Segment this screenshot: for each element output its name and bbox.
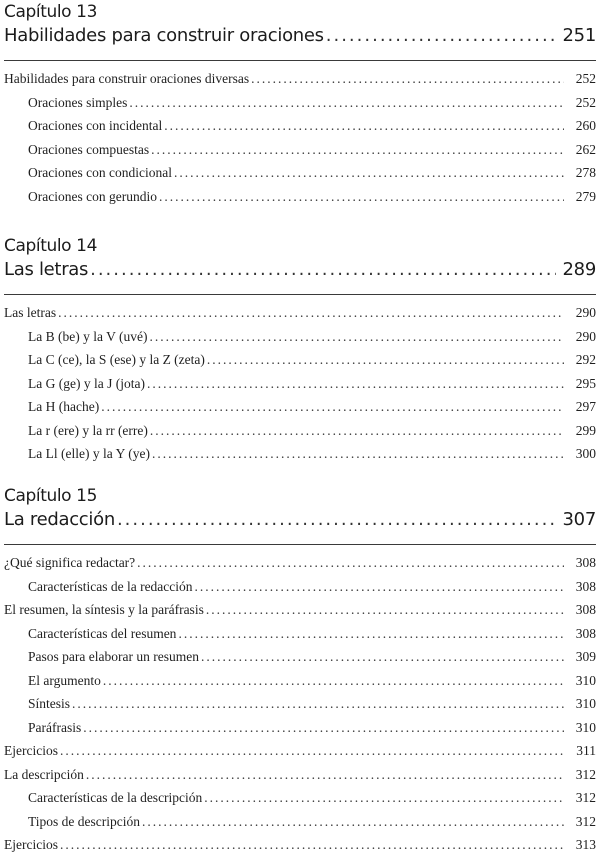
page-number: 278 [575, 165, 596, 180]
leader-dots [137, 551, 564, 575]
leader-dots [204, 786, 564, 810]
entry-title: Tipos de descripción [28, 813, 140, 829]
entry-title: La B (be) y la V (uvé) [28, 328, 148, 344]
page-number: 290 [575, 328, 596, 344]
page-number: 299 [575, 422, 596, 438]
toc-entry[interactable] [4, 833, 596, 857]
leader-dots [174, 161, 564, 185]
chapter-title-entry[interactable] [4, 258, 596, 282]
chapter-title: La redacción [4, 509, 115, 530]
leader-dots [147, 372, 564, 396]
entry-title: Oraciones simples [28, 94, 128, 110]
page-number: 312 [575, 790, 596, 805]
toc-subentry[interactable] [4, 786, 596, 810]
page-number: 308 [575, 602, 596, 617]
page-number: 310 [575, 672, 596, 688]
page-number: 309 [575, 649, 596, 664]
toc-subentry[interactable] [4, 138, 596, 162]
entry-title: El resumen, la síntesis y la paráfrasis [4, 602, 204, 617]
leader-dots [101, 395, 564, 419]
leader-dots [149, 325, 564, 349]
page-number: 260 [575, 118, 596, 133]
toc-subentry[interactable] [4, 442, 596, 466]
leader-dots [60, 833, 564, 857]
page-number: 279 [575, 188, 596, 204]
entry-title: Habilidades para construir oraciones diversas [4, 71, 250, 86]
entry-title: Oraciones con condicional [28, 165, 172, 180]
chapter-15-section [4, 486, 596, 857]
page-number: 289 [562, 259, 596, 280]
entry-title: Características de la redacción [28, 578, 193, 594]
leader-dots [178, 622, 564, 646]
leader-dots [83, 716, 564, 740]
leader-dots [58, 301, 564, 325]
toc-entry[interactable] [4, 739, 596, 763]
page-number: 308 [575, 578, 596, 594]
leader-dots [142, 810, 564, 834]
toc-subentry[interactable] [4, 325, 596, 349]
toc-subentry[interactable] [4, 114, 596, 138]
page-number: 300 [575, 446, 596, 461]
leader-dots [72, 692, 564, 716]
entry-title: La Ll (elle) y la Y (ye) [28, 446, 150, 461]
page-number: 312 [575, 813, 596, 829]
toc-entry[interactable] [4, 67, 596, 91]
page-number: 292 [575, 352, 596, 367]
entry-title: La H (hache) [28, 399, 100, 414]
entry-title: Características del resumen [28, 625, 177, 641]
chapter-title: Las letras [4, 259, 89, 280]
toc-subentry[interactable] [4, 622, 596, 646]
leader-dots [159, 185, 564, 209]
page-number: 297 [575, 399, 596, 414]
entry-title: El argumento [28, 672, 101, 688]
entry-title: Características de la descripción [28, 790, 203, 805]
page-number: 251 [562, 25, 596, 46]
chapter-13-section [4, 2, 596, 208]
leader-dots [151, 138, 564, 162]
chapter-title: Habilidades para construir oraciones [4, 25, 324, 46]
entry-title: Oraciones compuestas [28, 141, 150, 157]
toc-entry[interactable] [4, 598, 596, 622]
chapter-divider [4, 544, 596, 545]
toc-subentry[interactable] [4, 810, 596, 834]
page-number: 308 [575, 555, 596, 570]
leader-dots [103, 669, 564, 693]
toc-entry[interactable] [4, 763, 596, 787]
page-number: 310 [575, 696, 596, 711]
page-number: 312 [575, 766, 596, 782]
toc-subentry[interactable] [4, 716, 596, 740]
toc-subentry[interactable] [4, 692, 596, 716]
page-number: 308 [575, 625, 596, 641]
entry-title: La descripción [4, 766, 84, 782]
entry-title: Paráfrasis [28, 719, 82, 735]
chapter-14-section [4, 236, 596, 466]
leader-dots [117, 508, 556, 532]
entry-title: Pasos para elaborar un resumen [28, 649, 199, 664]
leader-dots [86, 763, 564, 787]
leader-dots [90, 258, 556, 282]
entry-title: ¿Qué significa redactar? [4, 555, 136, 570]
chapter-title-entry[interactable] [4, 508, 596, 532]
entry-title: La G (ge) y la J (jota) [28, 375, 145, 391]
toc-subentry[interactable] [4, 372, 596, 396]
toc-subentry[interactable] [4, 348, 596, 372]
chapter-label: Capítulo 14 [4, 236, 98, 256]
page-number: 311 [576, 743, 596, 758]
toc-subentry[interactable] [4, 419, 596, 443]
leader-dots [195, 575, 564, 599]
toc-subentry[interactable] [4, 669, 596, 693]
chapter-label: Capítulo 15 [4, 486, 98, 506]
leader-dots [152, 442, 564, 466]
toc-entry[interactable] [4, 301, 596, 325]
toc-entry[interactable] [4, 551, 596, 575]
leader-dots [150, 419, 564, 443]
page-number: 313 [575, 837, 596, 852]
page-number: 252 [575, 94, 596, 110]
toc-subentry[interactable] [4, 575, 596, 599]
entry-title: Ejercicios [4, 743, 58, 758]
leader-dots [129, 91, 564, 115]
leader-dots [207, 348, 564, 372]
leader-dots [326, 24, 556, 48]
toc-subentry[interactable] [4, 91, 596, 115]
entry-title: La r (ere) y la rr (erre) [28, 422, 148, 438]
chapter-divider [4, 294, 596, 295]
chapter-title-entry[interactable] [4, 24, 596, 48]
leader-dots [201, 645, 564, 669]
leader-dots [251, 67, 564, 91]
toc-subentry[interactable] [4, 395, 596, 419]
page-number: 252 [575, 71, 596, 86]
chapter-label: Capítulo 13 [4, 2, 98, 22]
page-number: 310 [575, 719, 596, 735]
page-number: 262 [575, 141, 596, 157]
entry-title: Síntesis [28, 696, 71, 711]
leader-dots [164, 114, 564, 138]
page-number: 295 [575, 375, 596, 391]
toc-subentry[interactable] [4, 185, 596, 209]
toc-subentry[interactable] [4, 161, 596, 185]
chapter-divider [4, 60, 596, 61]
entry-title: Oraciones con incidental [28, 118, 163, 133]
page-number: 307 [562, 509, 596, 530]
entry-title: Ejercicios [4, 837, 58, 852]
page-number: 290 [575, 305, 596, 320]
leader-dots [60, 739, 564, 763]
entry-title: Oraciones con gerundio [28, 188, 157, 204]
entry-title: La C (ce), la S (ese) y la Z (zeta) [28, 352, 205, 367]
toc-subentry[interactable] [4, 645, 596, 669]
entry-title: Las letras [4, 305, 57, 320]
leader-dots [206, 598, 564, 622]
